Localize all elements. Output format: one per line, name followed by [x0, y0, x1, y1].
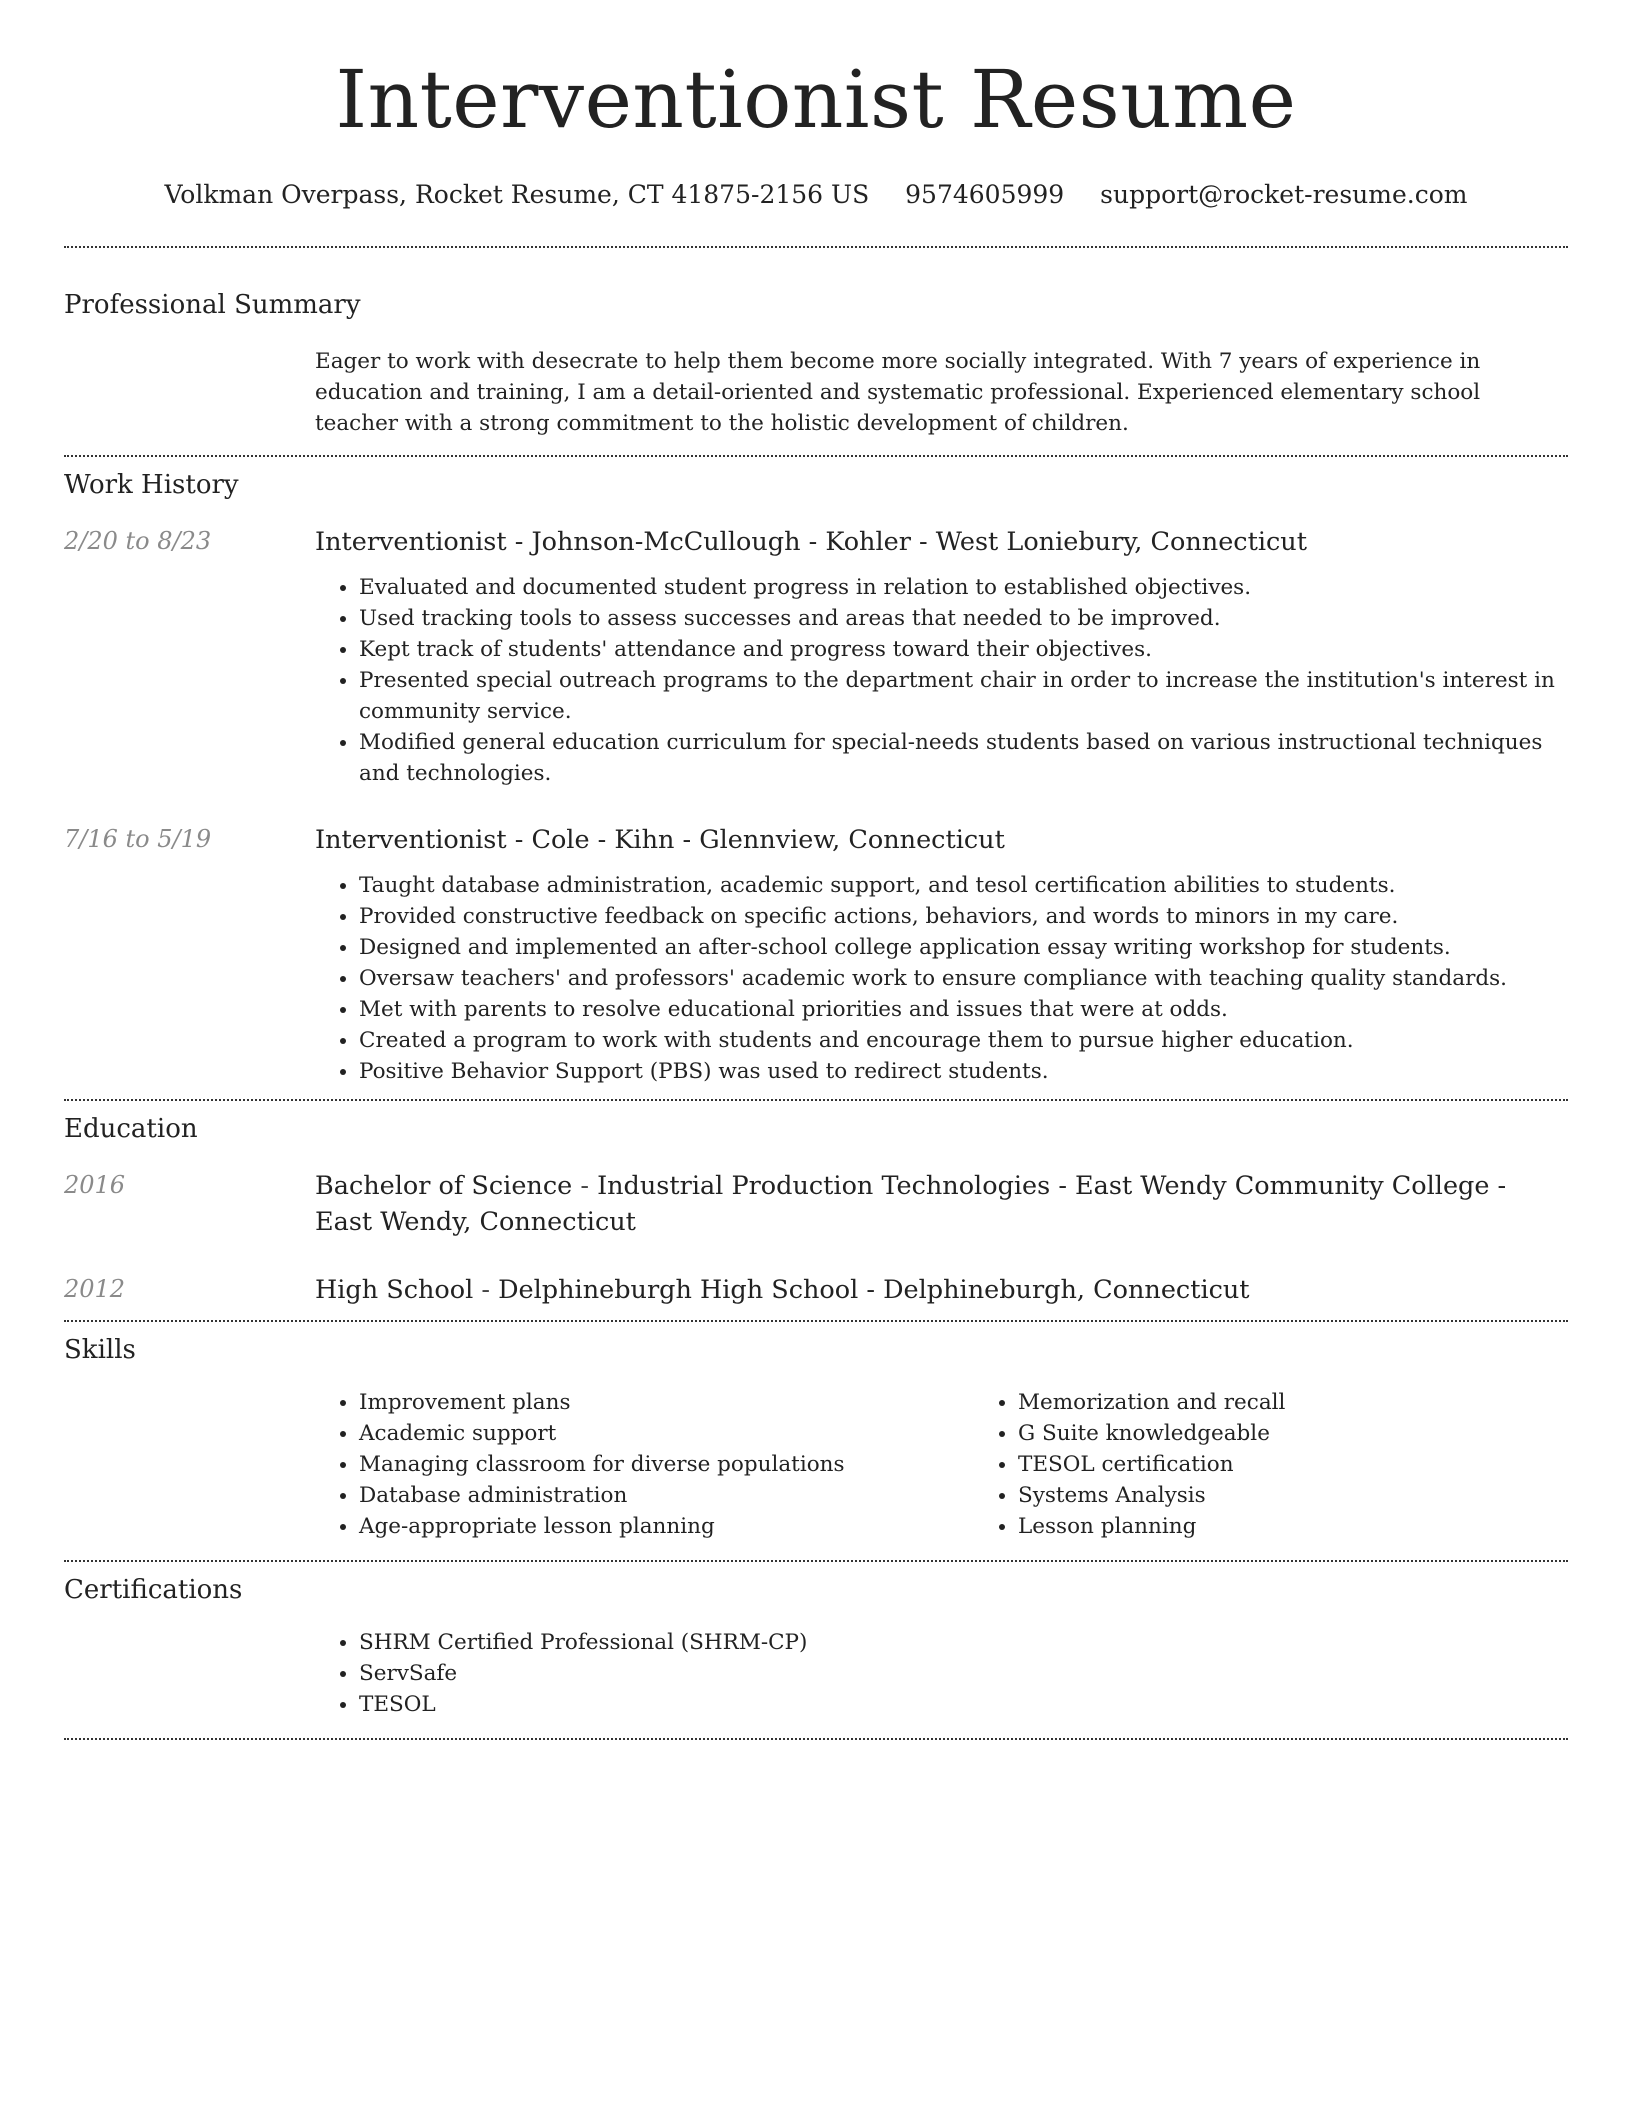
section-title-skills: Skills: [64, 1335, 136, 1365]
skills-list-left: [315, 1387, 974, 1542]
skills-section: [64, 1322, 1568, 1560]
list-item: • TESOL certification: [1018, 1449, 1632, 1480]
summary-text: Eager to work with desecrate to help them become more socially integrated. With 7 years of experience in education and training, I am a detail-oriented and systematic professional. Experienced elementary school teacher with a strong commitment to the holistic development of children.: [315, 349, 1481, 436]
list-item: • SHRM Certified Professional (SHRM-CP): [359, 1627, 1568, 1658]
list-item: • G Suite knowledgeable: [1018, 1418, 1632, 1449]
certifications-list: [315, 1627, 1568, 1720]
certifications-section: [64, 1562, 1568, 1738]
list-item: • Positive Behavior Support (PBS) was used to redirect students.: [359, 1056, 1568, 1087]
list-item: • TESOL: [359, 1689, 1568, 1720]
education-entry: 2016 Bachelor of Science - Industrial Production Technologies - East Wendy Community College - East Wendy, Connecticut: [64, 1168, 1568, 1240]
job-dates: 7/16 to 5/19: [64, 825, 212, 853]
list-item: • Modified general education curriculum for special-needs students based on various instructional techniques and technologies.: [359, 727, 1568, 789]
job-dates: 2/20 to 8/23: [64, 527, 212, 555]
list-item: • Improvement plans: [359, 1387, 974, 1418]
education-year: 2012: [64, 1275, 126, 1303]
list-item: • Academic support: [359, 1418, 974, 1449]
section-title-work: Work History: [64, 470, 239, 500]
divider: [64, 1738, 1568, 1740]
list-item: • Managing classroom for diverse populations: [359, 1449, 974, 1480]
list-item: • Created a program to work with students and encourage them to pursue higher education.: [359, 1025, 1568, 1056]
education-degree: High School: [315, 1275, 474, 1305]
list-item: • Oversaw teachers' and professors' academic work to ensure compliance with teaching quality standards.: [359, 963, 1568, 994]
list-item: • Evaluated and documented student progress in relation to established objectives.: [359, 572, 1568, 603]
list-item: • Used tracking tools to assess successes and areas that needed to be improved.: [359, 603, 1568, 634]
education-section: [64, 1101, 1568, 1320]
contact-phone: 9574605999: [905, 180, 1065, 209]
list-item: • Database administration: [359, 1480, 974, 1511]
job-bullets: [315, 870, 1568, 1099]
job-title: Interventionist - Cole - Kihn - Glennview, Connecticut: [315, 825, 1005, 855]
job-title: Interventionist - Johnson-McCullough - Kohler - West Loniebury, Connecticut: [315, 527, 1307, 557]
list-item: • Systems Analysis: [1018, 1480, 1632, 1511]
skills-list-right: [974, 1387, 1632, 1542]
section-title-certifications: Certifications: [64, 1575, 243, 1605]
education-details: Delphineburgh High School - Delphineburgh, Connecticut: [498, 1275, 1250, 1305]
list-item: • Provided constructive feedback on specific actions, behaviors, and words to minors in my care.: [359, 901, 1568, 932]
list-item: • Age-appropriate lesson planning: [359, 1511, 974, 1542]
list-item: • Presented special outreach programs to the department chair in order to increase the institution's interest in community service.: [359, 665, 1568, 727]
list-item: • Taught database administration, academic support, and tesol certification abilities to students.: [359, 870, 1568, 901]
job-entry: [64, 524, 1568, 789]
contact-address: Volkman Overpass, Rocket Resume, CT 41875-2156 US: [164, 180, 870, 209]
job-bullets: [315, 572, 1568, 789]
list-item: • Met with parents to resolve educational priorities and issues that were at odds.: [359, 994, 1568, 1025]
contact-email: support@rocket-resume.com: [1100, 180, 1468, 209]
list-item: • ServSafe: [359, 1658, 1568, 1689]
education-entry: 2012 High School - Delphineburgh High School - Delphineburgh, Connecticut: [64, 1272, 1568, 1320]
job-entry: [64, 822, 1568, 1099]
contact-line: [64, 178, 1568, 212]
education-details: Industrial Production Technologies - East Wendy Community College - East Wendy, Connecticut: [315, 1171, 1507, 1237]
section-title-education: Education: [64, 1114, 198, 1144]
summary-section: [64, 248, 1568, 455]
work-history-section: [64, 457, 1568, 1099]
list-item: • Memorization and recall: [1018, 1387, 1632, 1418]
list-item: • Lesson planning: [1018, 1511, 1632, 1542]
education-year: 2016: [64, 1171, 126, 1199]
section-title-summary: Professional Summary: [64, 290, 361, 320]
page-title: Interventionist Resume: [335, 53, 1297, 146]
education-degree: Bachelor of Science: [315, 1171, 573, 1201]
list-item: • Designed and implemented an after-school college application essay writing workshop for students.: [359, 932, 1568, 963]
list-item: • Kept track of students' attendance and progress toward their objectives.: [359, 634, 1568, 665]
